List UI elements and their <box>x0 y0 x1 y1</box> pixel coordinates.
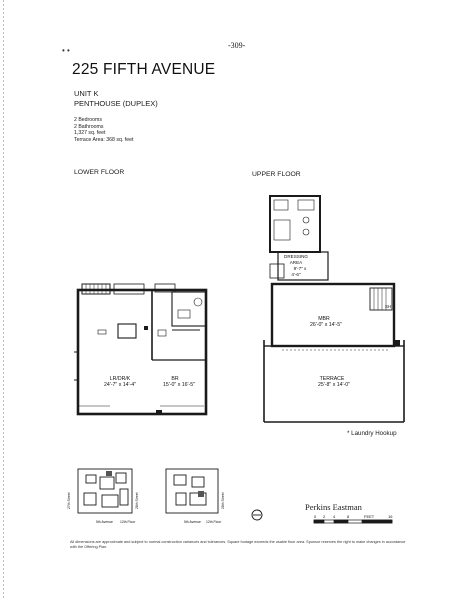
laundry-note: * Laundry Hookup <box>347 430 397 437</box>
scale-tick-2: 2 <box>323 514 326 519</box>
dressing-dims-2: 4'-6" <box>291 272 301 277</box>
terrace-name: TERRACE <box>319 376 345 382</box>
key-upper-floor: 12th Floor <box>206 520 222 524</box>
lower-floor-plan <box>60 280 220 420</box>
kitchen-island <box>118 324 136 338</box>
spec-bedrooms: 2 Bedrooms <box>74 117 102 123</box>
document-title: 225 FIFTH AVENUE <box>72 61 216 78</box>
spec-area: 1,327 sq. feet <box>74 130 106 137</box>
architect-name: Perkins Eastman <box>305 502 362 512</box>
spec-bathrooms: 2 Bathrooms <box>74 123 104 130</box>
page-edge-dashes <box>3 0 4 600</box>
living-room-dims: 24'-7" x 14'-4" <box>104 382 136 388</box>
spec-terrace-area: Terrace Area: 368 sq. feet <box>74 136 134 143</box>
shelf-label: SH <box>384 304 392 309</box>
living-room-name: LR/DR/K <box>109 376 131 382</box>
bedroom-name: BR <box>171 376 179 382</box>
unit-type-label: PENTHOUSE (DUPLEX) <box>74 99 158 108</box>
terrace-dims: 25'-8" x 14'-0" <box>318 382 350 388</box>
upper-floor-label: UPPER FLOOR <box>252 171 301 178</box>
upper-floor-plan <box>262 190 412 425</box>
key-lower-avenue: 5th Avenue <box>96 520 113 524</box>
key-upper-avenue: 5th Avenue <box>184 520 201 524</box>
scale-unit: FEET <box>364 514 375 519</box>
key-lower-street-right: 28th Street <box>135 492 139 509</box>
margin-marks: • • <box>62 46 70 55</box>
dressing-sub: AREA <box>289 260 303 265</box>
key-plans <box>62 463 272 533</box>
key-lower-street-left: 27th Street <box>67 492 71 509</box>
disclaimer-footnote: All dimensions are approximate and subject to normal construction variances and tolerances. Square footage exceeds the usable floor area. Sponsor reserves the right to make changes in accordance with the Offering Plan. <box>70 540 406 549</box>
scale-tick-4: 4 <box>333 514 336 519</box>
master-bedroom-name: MBR <box>318 316 330 322</box>
lower-bath <box>172 292 206 326</box>
dressing-dims-1: 9'-7" x <box>293 266 307 271</box>
master-bedroom-walls <box>272 284 394 346</box>
master-bedroom-dims: 26'-0" x 14'-5" <box>310 322 342 328</box>
scale-tick-0: 0 <box>314 514 317 519</box>
key-upper-street-right: 28th Street <box>221 492 225 509</box>
bedroom-dims: 15'-0" x 16'-5" <box>163 382 195 388</box>
unit-label: UNIT K <box>74 89 99 98</box>
scale-tick-8: 8 <box>347 514 350 519</box>
key-lower-floor: 12th Floor <box>120 520 136 524</box>
upper-bath <box>270 196 320 252</box>
dressing-name: DRESSING <box>284 254 308 259</box>
scale-tick-16: 16 <box>388 514 393 519</box>
unit-specs <box>74 117 133 143</box>
page-number: -309- <box>228 41 246 50</box>
lower-outer-wall <box>78 290 206 414</box>
scale-bar <box>312 512 402 528</box>
lower-floor-label: LOWER FLOOR <box>74 169 125 176</box>
